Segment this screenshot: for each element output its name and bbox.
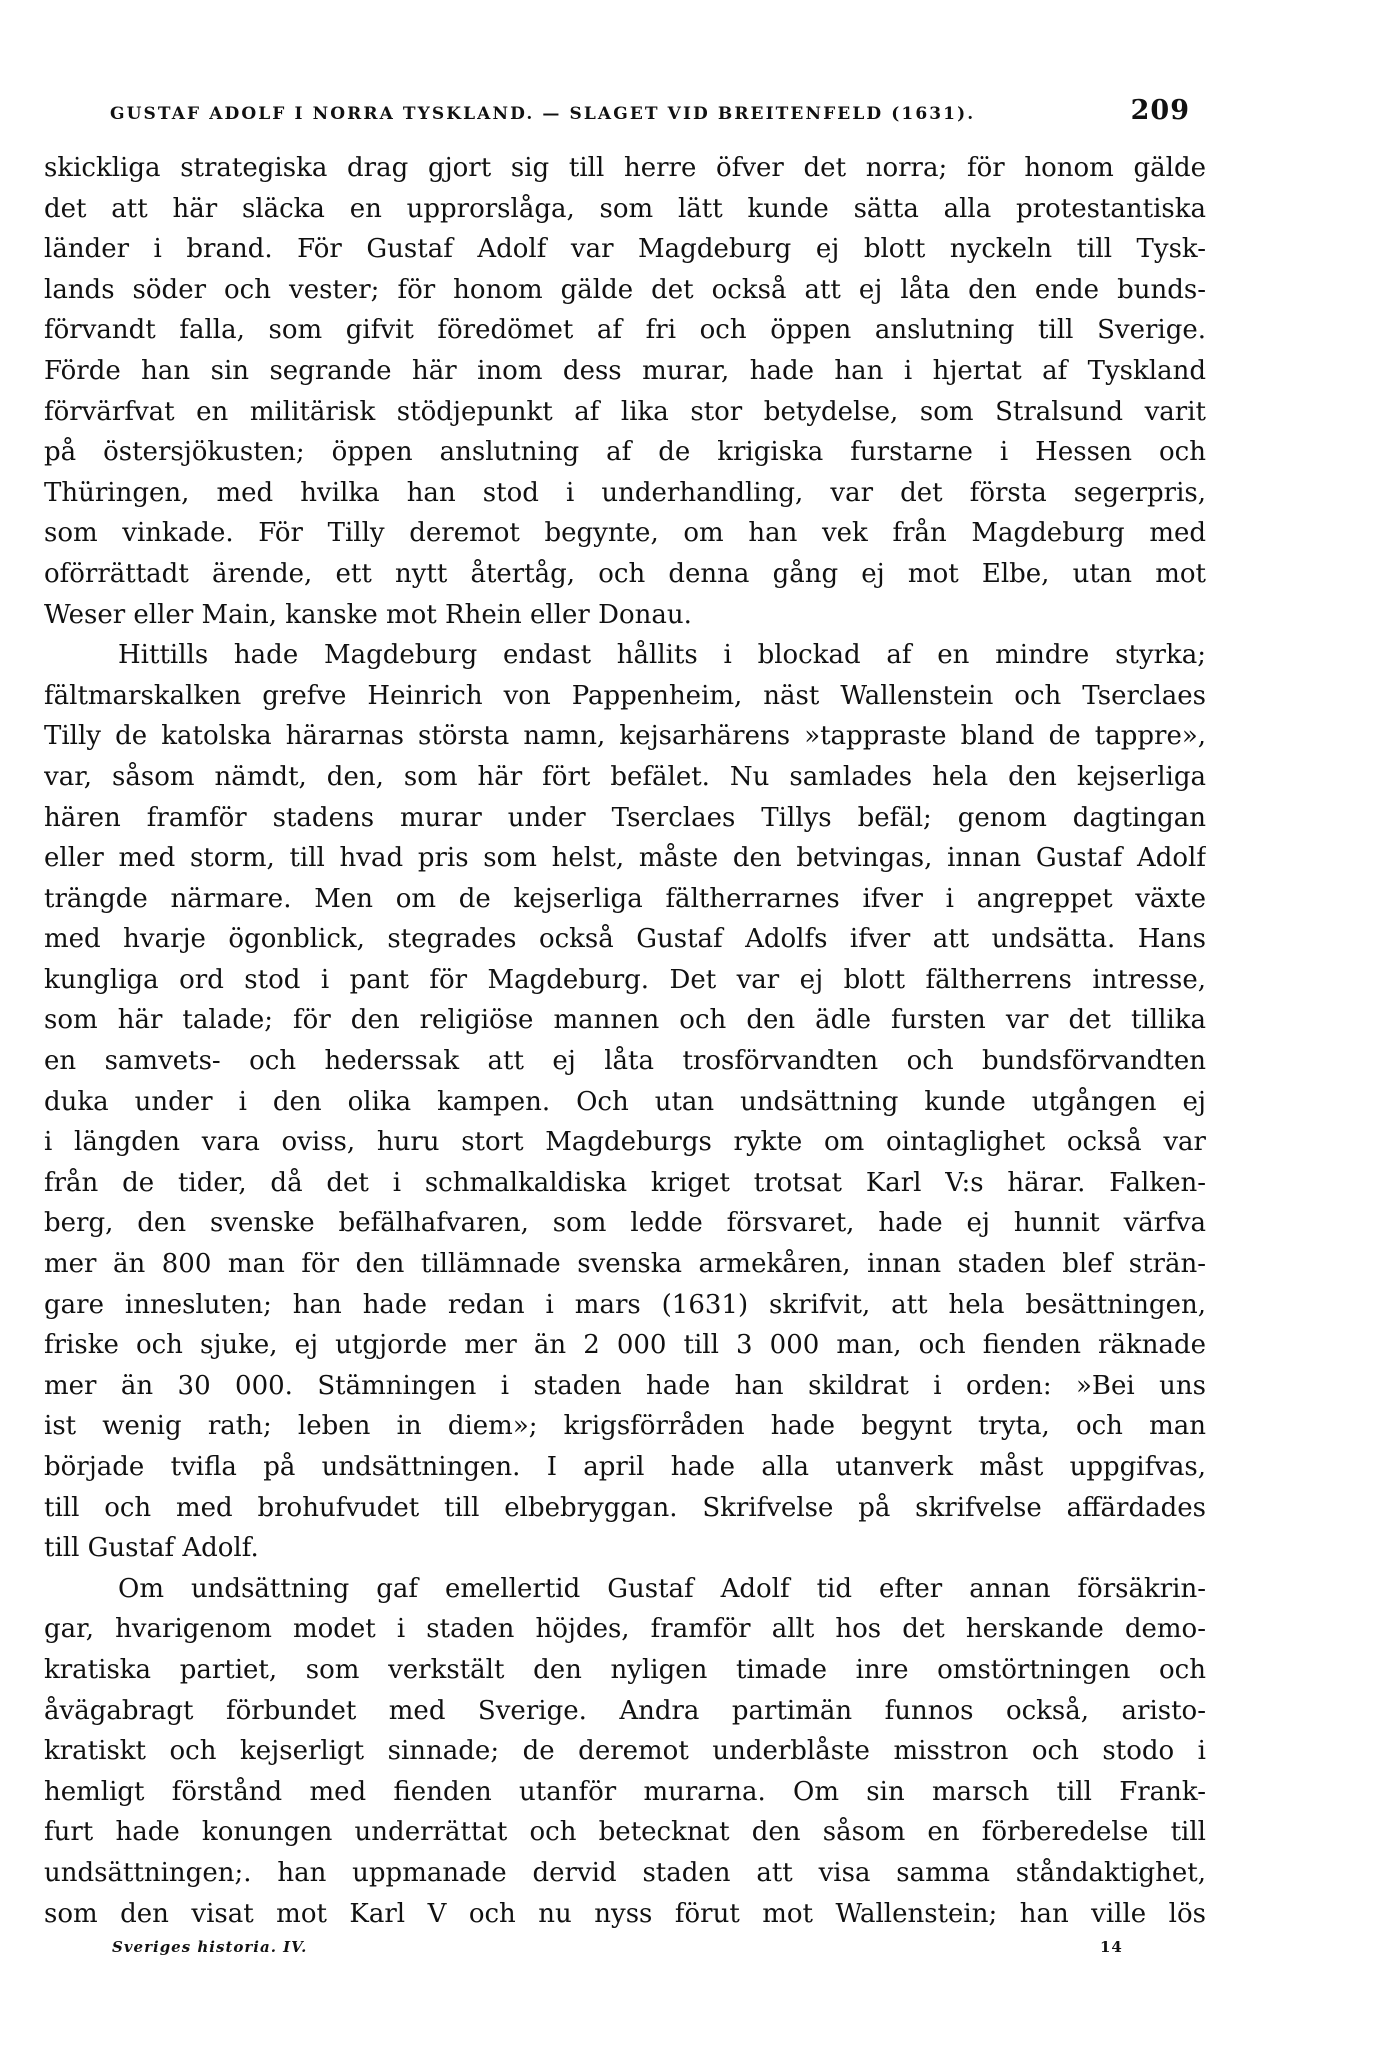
text-line: gare innesluten; han hade redan i mars (1631) skrifvit, att hela besättningen,: [44, 1289, 1206, 1320]
text-line: som här talade; för den religiöse mannen och den ädle fursten var det tillika: [44, 1005, 1206, 1036]
text-line: ist wenig rath; leben in diem»; krigsförråden hade begynt tryta, och man: [44, 1411, 1206, 1442]
body-text: [44, 148, 1206, 1934]
text-line: från de tider, då det i schmalkaldiska kriget trotsat Karl V:s härar. Falken-: [44, 1167, 1206, 1198]
footer-title: Sveriges historia. IV.: [112, 1938, 308, 1956]
text-line: förvandt falla, som gifvit föredömet af fri och öppen anslutning till Sverige.: [44, 315, 1206, 346]
text-line: furt hade konungen underrättat och betecknat den såsom en förberedelse till: [44, 1817, 1206, 1848]
text-line: Förde han sin segrande här inom dess murar, hade han i hjertat af Tyskland: [44, 355, 1206, 386]
text-line: det att här släcka en upprorslåga, som lätt kunde sätta alla protestantiska: [44, 193, 1206, 224]
text-line: Hittills hade Magdeburg endast hållits i blockad af en mindre styrka;: [118, 640, 1206, 671]
text-line: som vinkade. För Tilly deremot begynte, om han vek från Magdeburg med: [44, 518, 1206, 549]
text-line: på östersjökusten; öppen anslutning af de krigiska furstarne i Hessen och: [44, 437, 1206, 468]
text-line: duka under i den olika kampen. Och utan undsättning kunde utgången ej: [44, 1086, 1206, 1117]
text-line: hären framför stadens murar under Tserclaes Tillys befäl; genom dagtingan: [44, 802, 1206, 833]
text-line: som den visat mot Karl V och nu nyss förut mot Wallenstein; han ville lös: [44, 1898, 1206, 1929]
text-line: länder i brand. För Gustaf Adolf var Magdeburg ej blott nyckeln till Tysk-: [44, 234, 1206, 265]
text-line: fältmarskalken grefve Heinrich von Pappenheim, näst Wallenstein och Tserclaes: [44, 680, 1206, 711]
text-line: i längden vara oviss, huru stort Magdeburgs rykte om ointaglighet också var: [44, 1127, 1206, 1158]
header-title: GUSTAF ADOLF I NORRA TYSKLAND. — SLAGET VID BREITENFELD (1631).: [110, 104, 976, 124]
text-line: Thüringen, med hvilka han stod i underhandling, var det första segerpris,: [44, 477, 1206, 508]
text-line: Weser eller Main, kanske mot Rhein eller Donau.: [44, 599, 692, 630]
text-line: åvägabragt förbundet med Sverige. Andra partimän funnos också, aristo-: [44, 1695, 1206, 1726]
text-line: eller med storm, till hvad pris som helst, måste den betvingas, innan Gustaf Adolf: [44, 843, 1206, 874]
text-line: mer än 30 000. Stämningen i staden hade han skildrat i orden: »Bei uns: [44, 1370, 1206, 1401]
text-line: oförrättadt ärende, ett nytt återtåg, och denna gång ej mot Elbe, utan mot: [44, 558, 1206, 589]
text-line: hemligt förstånd med fienden utanför murarna. Om sin marsch till Frank-: [44, 1776, 1206, 1807]
text-line: kungliga ord stod i pant för Magdeburg. Det var ej blott fältherrens intresse,: [44, 964, 1206, 995]
text-line: gar, hvarigenom modet i staden höjdes, framför allt hos det herskande demo-: [44, 1614, 1206, 1645]
text-line: förvärfvat en militärisk stödjepunkt af lika stor betydelse, som Stralsund varit: [44, 396, 1206, 427]
text-line: mer än 800 man för den tillämnade svenska armekåren, innan staden blef strän-: [44, 1249, 1206, 1280]
signature-mark: 14: [1100, 1938, 1123, 1956]
page-number: 209: [1130, 95, 1190, 126]
text-line: Tilly de katolska härarnas största namn, kejsarhärens »tappraste bland de tappre»,: [44, 721, 1206, 752]
text-line: en samvets- och hederssak att ej låta trosförvandten och bundsförvandten: [44, 1046, 1206, 1077]
text-line: Om undsättning gaf emellertid Gustaf Adolf tid efter annan försäkrin-: [118, 1573, 1206, 1604]
text-line: trängde närmare. Men om de kejserliga fältherrarnes ifver i angreppet växte: [44, 883, 1206, 914]
text-line: kratiska partiet, som verkstält den nyligen timade inre omstörtningen och: [44, 1654, 1206, 1685]
text-line: skickliga strategiska drag gjort sig till herre öfver det norra; för honom gälde: [44, 153, 1206, 183]
text-line: undsättningen;. han uppmanade dervid staden att visa samma ståndaktighet,: [44, 1857, 1206, 1888]
text-line: började tvifla på undsättningen. I april hade alla utanverk måst uppgifvas,: [44, 1452, 1206, 1482]
text-line: berg, den svenske befälhafvaren, som ledde försvaret, hade ej hunnit värfva: [44, 1208, 1206, 1239]
text-line: lands söder och vester; för honom gälde det också att ej låta den ende bunds-: [44, 274, 1206, 305]
text-line: var, såsom nämdt, den, som här fört befälet. Nu samlades hela den kejserliga: [44, 761, 1206, 792]
text-line: friske och sjuke, ej utgjorde mer än 2 000 till 3 000 man, och fienden räknade: [44, 1330, 1206, 1361]
text-line: till och med brohufvudet till elbebryggan. Skrifvelse på skrifvelse affärdades: [44, 1492, 1206, 1523]
text-line: till Gustaf Adolf.: [44, 1533, 259, 1564]
running-header: [110, 95, 1190, 135]
text-line: med hvarje ögonblick, stegrades också Gustaf Adolfs ifver att undsätta. Hans: [44, 924, 1206, 955]
page-footer: [112, 1938, 1123, 1968]
text-line: kratiskt och kejserligt sinnade; de deremot underblåste misstron och stodo i: [44, 1736, 1206, 1767]
